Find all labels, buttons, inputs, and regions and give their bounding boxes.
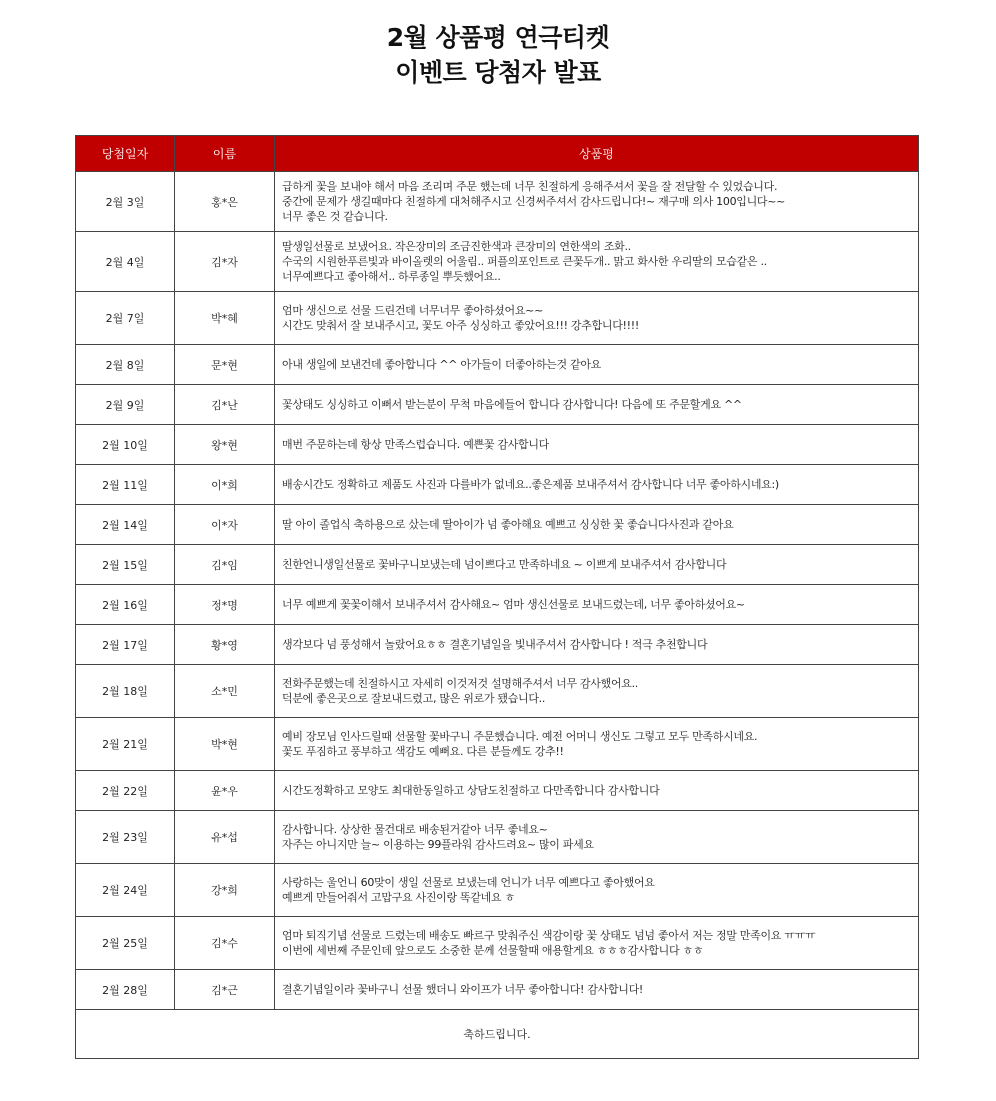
review-line: 매번 주문하는데 항상 만족스럽습니다. 예쁜꽃 감사합니다 [282, 438, 550, 451]
table-row [76, 665, 919, 718]
row-date: 2월 4일 [76, 232, 175, 292]
table-row [76, 585, 919, 625]
row-name: 김*임 [175, 545, 275, 585]
review-line: 아내 생일에 보낸건데 좋아합니다 ^^ 아가들이 더좋아하는것 같아요 [282, 358, 602, 371]
row-review [275, 292, 919, 345]
row-review [275, 425, 919, 465]
row-date: 2월 21일 [76, 718, 175, 771]
review-line: 이번에 세번째 주문인데 앞으로도 소중한 분께 선물할때 애용할게요 ㅎㅎㅎ감사합니다 ㅎㅎ [282, 944, 704, 957]
table-row [76, 425, 919, 465]
table-row [76, 465, 919, 505]
row-date: 2월 15일 [76, 545, 175, 585]
review-line: 너무 예쁘게 꽃꽃이해서 보내주셔서 감사해요~ 엄마 생신선물로 보내드렸는데, 너무 좋아하셨어요~ [282, 598, 745, 611]
table-row [76, 625, 919, 665]
table-row [76, 718, 919, 771]
row-date: 2월 25일 [76, 917, 175, 970]
row-review [275, 385, 919, 425]
table-row [76, 505, 919, 545]
review-line: 결혼기념일이라 꽃바구니 선물 했더니 와이프가 너무 좋아합니다! 감사합니다! [282, 983, 644, 996]
header-review: 상품평 [275, 136, 919, 172]
row-review [275, 771, 919, 811]
review-line: 시간도 맞춰서 잘 보내주시고, 꽃도 아주 싱싱하고 좋았어요!!! 강추합니다!!!! [282, 319, 639, 332]
row-date: 2월 16일 [76, 585, 175, 625]
row-review [275, 545, 919, 585]
review-line: 감사합니다. 상상한 물건대로 배송된거같아 너무 좋네요~ [282, 823, 548, 836]
row-review [275, 232, 919, 292]
row-date: 2월 8일 [76, 345, 175, 385]
row-name: 윤*우 [175, 771, 275, 811]
row-name: 박*혜 [175, 292, 275, 345]
review-line: 수국의 시원한푸른빛과 바이올렛의 어울림.. 퍼플의포인트로 큰꽃두개.. 맑고 화사한 우리딸의 모습같은 .. [282, 255, 767, 268]
row-name: 유*섭 [175, 811, 275, 864]
review-line: 중간에 문제가 생길때마다 친절하게 대처해주시고 신경써주셔서 감사드립니다!~ 재구매 의사 100입니다~~ [282, 195, 786, 208]
row-name: 정*명 [175, 585, 275, 625]
review-line: 예비 장모님 인사드릴때 선물할 꽃바구니 주문했습니다. 예전 어머니 생신도 그렇고 모두 만족하시네요. [282, 730, 758, 743]
table-row [76, 292, 919, 345]
row-name: 김*자 [175, 232, 275, 292]
review-line: 너무예쁘다고 좋아해서.. 하루종일 뿌듯했어요.. [282, 270, 501, 283]
table-row [76, 345, 919, 385]
review-line: 친한언니생일선물로 꽃바구니보냈는데 넘이쁘다고 만족하네요 ~ 이쁘게 보내주셔서 감사합니다 [282, 558, 727, 571]
row-review [275, 345, 919, 385]
row-name: 강*희 [175, 864, 275, 917]
table-row [76, 811, 919, 864]
row-date: 2월 17일 [76, 625, 175, 665]
table-row [76, 771, 919, 811]
row-review [275, 917, 919, 970]
row-name: 김*난 [175, 385, 275, 425]
row-date: 2월 7일 [76, 292, 175, 345]
table-row [76, 970, 919, 1010]
row-date: 2월 9일 [76, 385, 175, 425]
row-date: 2월 22일 [76, 771, 175, 811]
table-header-row [76, 136, 919, 172]
review-line: 꽃도 푸짐하고 풍부하고 색감도 예뻐요. 다른 분들께도 강추!! [282, 745, 564, 758]
row-date: 2월 11일 [76, 465, 175, 505]
row-review [275, 970, 919, 1010]
table-row [76, 172, 919, 232]
row-name: 김*근 [175, 970, 275, 1010]
page-title [0, 0, 996, 90]
row-review [275, 505, 919, 545]
row-name: 문*현 [175, 345, 275, 385]
title-line-2: 이벤트 당첨자 발표 [395, 58, 601, 87]
row-review [275, 665, 919, 718]
row-name: 소*민 [175, 665, 275, 718]
row-name: 이*희 [175, 465, 275, 505]
row-review [275, 625, 919, 665]
row-review [275, 811, 919, 864]
row-name: 왕*현 [175, 425, 275, 465]
row-date: 2월 24일 [76, 864, 175, 917]
row-date: 2월 28일 [76, 970, 175, 1010]
table-row [76, 232, 919, 292]
row-name: 황*영 [175, 625, 275, 665]
review-line: 시간도정확하고 모양도 최대한동일하고 상담도친절하고 다만족합니다 감사합니다 [282, 784, 660, 797]
review-line: 생각보다 넘 풍성해서 놀랐어요ㅎㅎ 결혼기념일을 빛내주셔서 감사합니다 ! 적극 추천합니다 [282, 638, 708, 651]
row-review [275, 718, 919, 771]
row-date: 2월 14일 [76, 505, 175, 545]
row-name: 박*현 [175, 718, 275, 771]
review-line: 배송시간도 정확하고 제품도 사진과 다를바가 없네요..좋은제품 보내주셔서 감사합니다 너무 좋아하시네요:) [282, 478, 779, 491]
review-line: 엄마 퇴직기념 선물로 드렸는데 배송도 빠르구 맞춰주신 색감이랑 꽃 상태도 넘넘 좋아서 저는 정말 만족이요 ㅠㅠㅠ [282, 929, 816, 942]
footer-congrats: 축하드립니다. [76, 1010, 919, 1059]
review-line: 사랑하는 울언니 60맞이 생일 선물로 보냈는데 언니가 너무 예쁘다고 좋아했어요 [282, 876, 655, 889]
row-date: 2월 3일 [76, 172, 175, 232]
row-review [275, 585, 919, 625]
title-line-1: 2월 상품평 연극티켓 [386, 23, 610, 52]
review-line: 전화주문했는데 친절하시고 자세히 이것저것 설명해주셔서 너무 감사했어요.. [282, 677, 639, 690]
row-name: 김*수 [175, 917, 275, 970]
table-row [76, 917, 919, 970]
table-row-footer [76, 1010, 919, 1059]
table-row [76, 385, 919, 425]
row-review [275, 465, 919, 505]
review-line: 덕분에 좋은곳으로 잘보내드렸고, 많은 위로가 됐습니다.. [282, 692, 546, 705]
review-line: 너무 좋은 것 같습니다. [282, 210, 388, 223]
review-line: 예쁘게 만들어줘서 고맙구요 사진이랑 똑같네요 ㅎ [282, 891, 515, 904]
header-date: 당첨일자 [76, 136, 175, 172]
review-line: 엄마 생신으로 선물 드린건데 너무너무 좋아하셨어요~~ [282, 304, 543, 317]
table-row [76, 864, 919, 917]
row-name: 이*자 [175, 505, 275, 545]
row-review [275, 172, 919, 232]
table-body [76, 172, 919, 1059]
row-date: 2월 23일 [76, 811, 175, 864]
table-row [76, 545, 919, 585]
review-line: 딸생일선물로 보냈어요. 작은장미의 조금진한색과 큰장미의 연한색의 조화.. [282, 240, 631, 253]
row-date: 2월 10일 [76, 425, 175, 465]
review-line: 자주는 아니지만 늘~ 이용하는 99플라워 감사드려요~ 많이 파세요 [282, 838, 594, 851]
review-line: 급하게 꽃을 보내야 해서 마음 조리며 주문 했는데 너무 친절하게 응해주셔서 꽃을 잘 전달할 수 있었습니다. [282, 180, 778, 193]
header-name: 이름 [175, 136, 275, 172]
row-date: 2월 18일 [76, 665, 175, 718]
row-review [275, 864, 919, 917]
review-line: 딸 아이 졸업식 축하용으로 샀는데 딸아이가 넘 좋아해요 예쁘고 싱싱한 꽃 좋습니다사진과 같아요 [282, 518, 734, 531]
row-name: 홍*은 [175, 172, 275, 232]
winners-table [75, 135, 919, 1059]
review-line: 꽃상태도 싱싱하고 이뻐서 받는분이 무척 마음에들어 합니다 감사합니다! 다음에 또 주문할게요 ^^ [282, 398, 742, 411]
